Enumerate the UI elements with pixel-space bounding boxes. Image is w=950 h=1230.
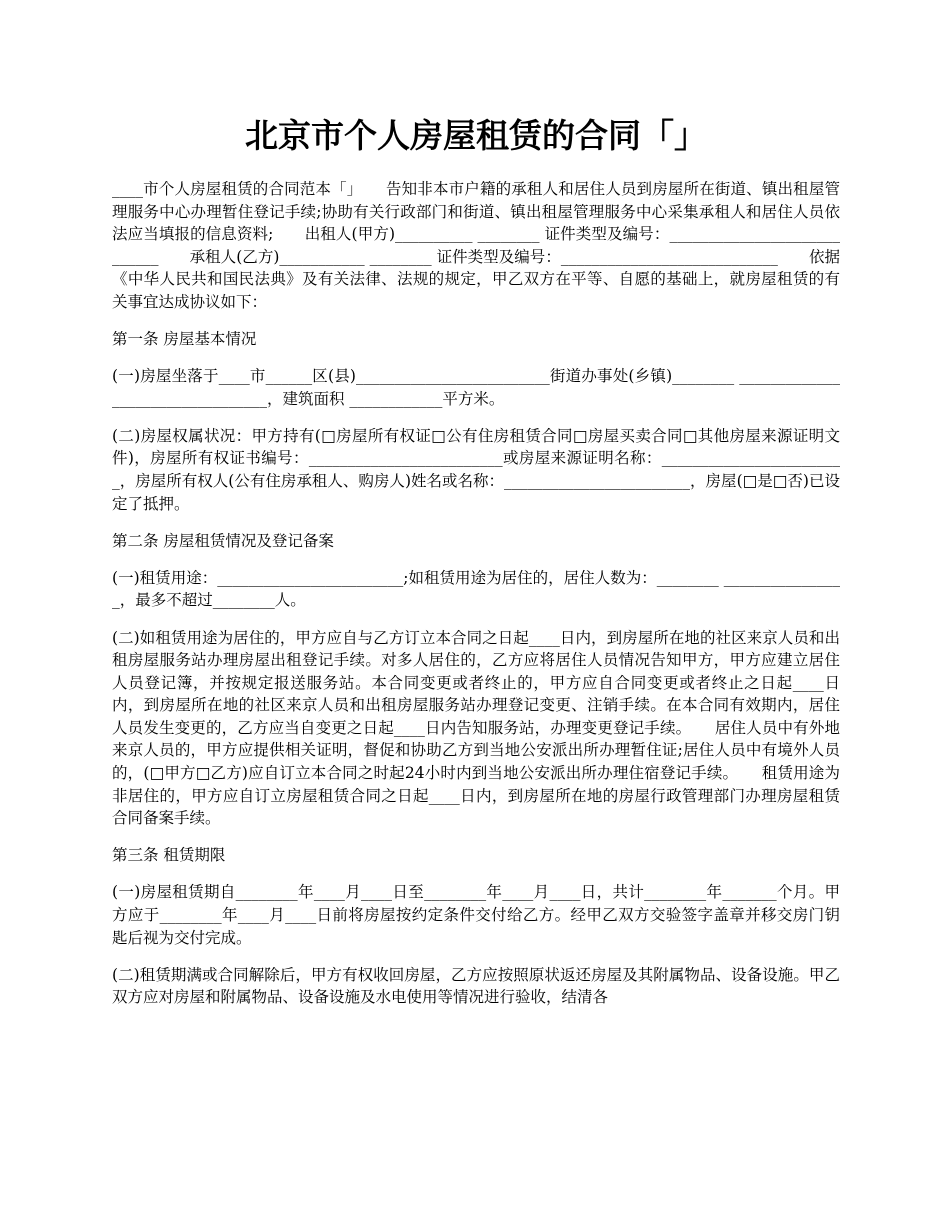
article-3-heading: 第三条 租赁期限 bbox=[112, 846, 226, 865]
article-2-clause-1: (一)租赁用途：________________________;如租赁用途为居住的，居住人数为：________ ________________，最多不超过________人。 bbox=[112, 568, 840, 610]
document-title: 北京市个人房屋租赁的合同「」 bbox=[245, 116, 707, 155]
article-1-clause-2: (二)房屋权属状况：甲方持有(□房屋所有权证□公有住房租赁合同□房屋买卖合同□其他房屋来源证明文件)，房屋所有权证书编号：_________________________或房屋来源证明名称：________________________，房屋所有权人(公有住房承租人、购房人)姓名或名称：________________________，房屋(□是□否)已设定了抵押。 bbox=[112, 426, 840, 513]
intro-paragraph: ____市个人房屋租赁的合同范本「」 告知非本市户籍的承租人和居住人员到房屋所在街道、镇出租屋管理服务中心办理暂住登记手续;协助有关行政部门和街道、镇出租屋管理服务中心采集承租人和居住人员依法应当填报的信息资料; 出租人(甲方)__________ ________ 证件类型及编号：____________________________ 承租人(乙方)___________ ________ 证件类型及编号：____________________________ 依据《中华人民共和国民法典》及有关法律、法规的规定，甲乙双方在平等、自愿的基础上，就房屋租赁的有关事宜达成协议如下： bbox=[112, 180, 840, 311]
article-2-heading: 第二条 房屋租赁情况及登记备案 bbox=[112, 531, 334, 550]
article-1-clause-1: (一)房屋坐落于____市______区(县)_________________________街道办事处(乡镇)________ _________________________________，建筑面积 ____________平方米。 bbox=[112, 367, 840, 408]
document-body bbox=[112, 178, 840, 1023]
article-3-clause-1: (一)房屋租赁期自________年____月____日至________年____月____日，共计________年_______个月。甲方应于________年____月____日前将房屋按约定条件交付给乙方。经甲乙双方交验签字盖章并移交房门钥匙后视为交付完成。 bbox=[112, 883, 840, 947]
article-2-clause-2: (二)如租赁用途为居住的，甲方应自与乙方订立本合同之日起____日内，到房屋所在地的社区来京人员和出租房屋服务站办理房屋出租登记手续。对多人居住的，乙方应将居住人员情况告知甲方，甲方应建立居住人员登记簿，并按规定报送服务站。本合同变更或者终止的，甲方应自合同变更或者终止之日起____日内，到房屋所在地的社区来京人员和出租房屋服务站办理登记变更、注销手续。在本合同有效期内，居住人员发生变更的，乙方应当自变更之日起____日内告知服务站，办理变更登记手续。 居住人员中有外地来京人员的，甲方应提供相关证明，督促和协助乙方到当地公安派出所办理暂住证;居住人员中有境外人员的，(□甲方□乙方)应自订立本合同之时起24小时内到当地公安派出所办理住宿登记手续。 租赁用途为非居住的，甲方应自订立房屋租赁合同之日起____日内，到房屋所在地的房屋行政管理部门办理房屋租赁合同备案手续。 bbox=[112, 628, 840, 828]
article-3-clause-2: (二)租赁期满或合同解除后，甲方有权收回房屋，乙方应按照原状返还房屋及其附属物品、设备设施。甲乙双方应对房屋和附属物品、设备设施及水电使用等情况进行验收，结清各 bbox=[112, 965, 840, 1007]
article-1-heading: 第一条 房屋基本情况 bbox=[112, 330, 257, 349]
